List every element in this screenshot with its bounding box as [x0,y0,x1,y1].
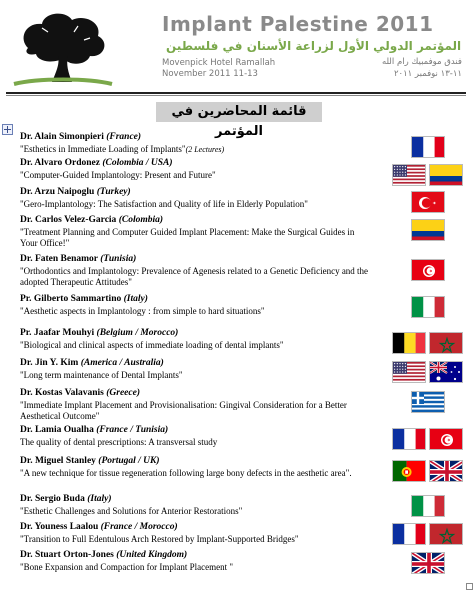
speaker-country: (Turkey) [96,187,131,197]
talk-title-line [20,227,370,249]
talk-title: "Aesthetic aspects in Implantology : from simple to hard situations" [20,306,265,316]
speaker-name: Dr. Youness Laalou [20,522,99,532]
speaker-entry [20,425,370,448]
speaker-entry [20,294,370,317]
speaker-name: Dr. Faten Benamor [20,254,98,264]
conference-title: Implant Palestine 2011 [162,12,434,36]
belgium-flag-icon [392,332,426,354]
speaker-country: (United Kingdom) [116,550,188,560]
colombia-flag-icon [411,219,445,241]
italy-flag-icon [411,296,445,318]
talk-title-line [20,506,370,517]
speaker-name: Pr. Gilberto Sammartino [20,294,122,304]
speaker-entry [20,132,370,155]
speaker-name: Dr. Stuart Orton-Jones [20,550,114,560]
speaker-name-line [20,132,370,143]
conference-title-arabic: المؤتمر الدولي الأول لزراعة الأسنان في فلسطين [166,39,462,53]
portugal-flag-icon [392,460,426,482]
date-text-arabic: ١١-١٣ نوفمبر ٢٠١١ [393,69,462,79]
speaker-entry [20,522,370,545]
speaker-entry [20,388,370,422]
header-divider-thin [6,95,466,96]
talk-title-line [20,437,370,448]
talk-title-line [20,400,370,422]
usa-flag-icon [392,361,426,383]
talk-title: "Gero-Implantology: The Satisfaction and Quality of life in Elderly Population" [20,199,308,209]
speaker-country: (Italy) [87,494,112,504]
talk-title: The quality of dental prescriptions: A transversal study [20,437,218,447]
france-flag-icon [411,136,445,158]
talk-title: "Long term maintenance of Dental Implants" [20,370,183,380]
speaker-country: (France / Morocco) [100,522,178,532]
talk-title: "Immediate Implant Placement and Provisionalisation: Gingival Consideration for a Better Aesthetical Outcome" [20,400,347,421]
speaker-entry [20,550,370,573]
talk-title: "Computer-Guided Implantology: Present and Future" [20,170,216,180]
talk-title-line [20,144,370,155]
speaker-name-line [20,294,370,305]
country-flags [392,164,463,186]
speaker-name-line [20,254,370,265]
morocco-flag-icon [429,332,463,354]
venue-text-arabic: فندق موفمبيك رام الله [381,57,462,67]
talk-title: "Biological and clinical aspects of immediate loading of dental implants" [20,340,284,350]
speaker-name: Pr. Jaafar Mouhyi [20,328,95,338]
country-flags [411,296,445,318]
speaker-country: (Belgium / Morocco) [96,328,179,338]
speaker-name-line [20,550,370,561]
australia-flag-icon [429,361,463,383]
speaker-name-line [20,456,370,467]
speaker-name-line [20,215,370,226]
france-flag-icon [392,428,426,450]
italy-flag-icon [411,495,445,517]
uk-flag-icon [411,552,445,574]
talk-title-line [20,170,370,181]
country-flags [411,391,445,413]
talk-title-line [20,370,370,381]
country-flags [411,191,445,213]
speaker-country: (Italy) [123,294,148,304]
speaker-name: Dr. Jin Y. Kim [20,358,79,368]
morocco-flag-icon [429,523,463,545]
speaker-entry [20,187,370,210]
speaker-country: (Tunisia) [100,254,137,264]
speaker-name: Dr. Kostas Valavanis [20,388,104,398]
talk-title-line [20,199,370,210]
speaker-entry [20,254,370,288]
talk-title: "Esthetic Challenges and Solutions for Anterior Restorations" [20,506,243,516]
speaker-entry [20,456,370,479]
talk-title-line [20,340,370,351]
talk-title: "A new technique for tissue regeneration following large bony defects in the aesthetic area". [20,468,352,478]
country-flags [392,332,463,354]
speaker-name: Dr. Carlos Velez-Garcia [20,215,117,225]
tunisia-flag-icon [429,428,463,450]
speaker-name-line [20,328,370,339]
speaker-name-line [20,522,370,533]
speaker-name-line [20,388,370,399]
country-flags [392,428,463,450]
header-divider [6,92,466,94]
country-flags [392,361,463,383]
country-flags [392,460,463,482]
speaker-country: (France) [106,132,142,142]
speaker-name: Dr. Arzu Naipoglu [20,187,95,197]
speaker-country: (Colombia / USA) [102,158,173,168]
talk-title-line [20,562,370,573]
speaker-country: (France / Tunisia) [96,425,169,435]
talk-note: (2 Lectures) [185,145,225,154]
speaker-country: (Greece) [106,388,140,398]
table-move-handle-icon[interactable] [2,124,13,135]
uk-flag-icon [429,460,463,482]
speaker-entry [20,215,370,249]
country-flags [411,136,445,158]
country-flags [392,523,463,545]
talk-title-line [20,534,370,545]
talk-title-line [20,306,370,317]
usa-flag-icon [392,164,426,186]
speakers-list-title: قائمة المحاضرين في المؤتمر [156,102,322,122]
resize-handle[interactable] [466,583,473,590]
speaker-country: (America / Australia) [80,358,164,368]
country-flags [411,552,445,574]
country-flags [411,219,445,241]
greece-flag-icon [411,391,445,413]
colombia-flag-icon [429,164,463,186]
speaker-entry [20,358,370,381]
tunisia-flag-icon [411,259,445,281]
venue-text: Movenpick Hotel Ramallah [162,58,276,68]
talk-title-line [20,468,370,479]
speaker-entry [20,328,370,351]
date-text: November 2011 11-13 [162,69,258,79]
country-flags [411,495,445,517]
speaker-name: Dr. Alvaro Ordonez [20,158,100,168]
speaker-entry [20,158,370,181]
france-flag-icon [392,523,426,545]
speaker-country: (Colombia) [118,215,164,225]
talk-title: "Treatment Planning and Computer Guided Implant Placement: Make the Surgical Guides in Your Office!" [20,227,355,248]
speaker-name-line [20,358,370,369]
talk-title: "Orthodontics and Implantology: Prevalence of Agenesis related to a Genetic Deficiency and the adopted Therapeutic Attitudes" [20,266,369,287]
speaker-name-line [20,158,370,169]
speaker-name: Dr. Miguel Stanley [20,456,96,466]
turkey-flag-icon [411,191,445,213]
talk-title: "Bone Expansion and Compaction for Implant Placement " [20,562,234,572]
speaker-entry [20,494,370,517]
speaker-name: Dr. Sergio Buda [20,494,85,504]
talk-title: "Esthetics in Immediate Loading of Implants" [20,144,186,154]
country-flags [411,259,445,281]
speaker-name: Dr. Alain Simonpieri [20,132,104,142]
speaker-name-line [20,425,370,436]
olive-tree-logo [8,8,118,90]
speaker-name: Dr. Lamia Oualha [20,425,94,435]
talk-title: "Transition to Full Edentulous Arch Restored by Implant-Supported Bridges" [20,534,299,544]
speaker-country: (Portugal / UK) [98,456,160,466]
speaker-name-line [20,187,370,198]
talk-title-line [20,266,370,288]
speaker-name-line [20,494,370,505]
